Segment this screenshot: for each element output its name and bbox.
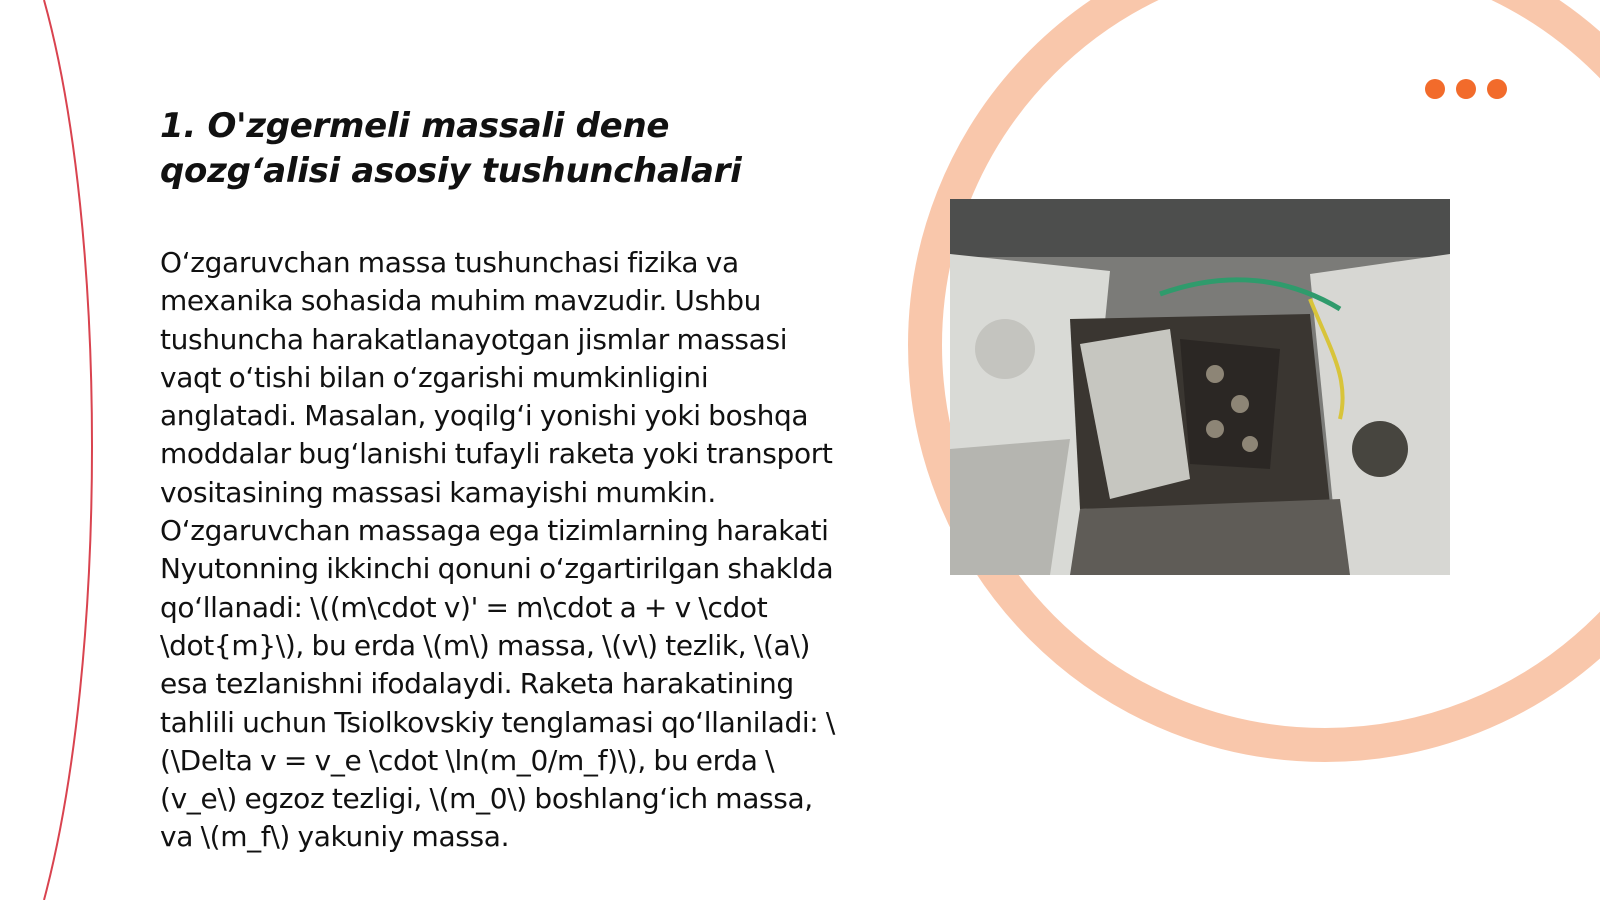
more-dots-icon [1425, 79, 1507, 99]
slide-title: 1. O'zgermeli massali dene qozg‘alisi asosiy tushunchalari [160, 106, 742, 191]
left-decorative-arc [44, 0, 92, 900]
dot-2 [1456, 79, 1476, 99]
dot-1 [1425, 79, 1445, 99]
engine-photo [950, 199, 1450, 575]
dot-3 [1487, 79, 1507, 99]
slide-body-text: O‘zgaruvchan massa tushunchasi fizika va mexanika sohasida muhim mavzudir. Ushbu tushuncha harakatlanayotgan jismlar massasi vaqt o‘tishi bilan o‘zgarishi mumkinligini anglatadi. Masalan, yoqilg‘i yonishi yoki boshqa moddalar bug‘lanishi tufayli raketa yoki transport vositasining massasi kamayishi mumkin. O‘zgaruvchan massaga ega tizimlarning harakati Nyutonning ikkinchi qonuni o‘zgartirilgan shaklda qo‘llanadi: \((m\cdot v)' = m\cdot a + v \cdot \dot{m}\), bu erda \(m\) massa, \(v\) tezlik, \(a\) esa tezlanishni ifodalaydi. Raketa harakatining tahlili uchun Tsiolkovskiy tenglamasi qo‘llaniladi: \(\Delta v = v_e \cdot \ln(m_0/m_f)\), bu erda \(v_e\) egzoz tezligi, \(m_0\) boshlang‘ich massa, va \(m_f\) yakuniy massa. [160, 246, 836, 854]
